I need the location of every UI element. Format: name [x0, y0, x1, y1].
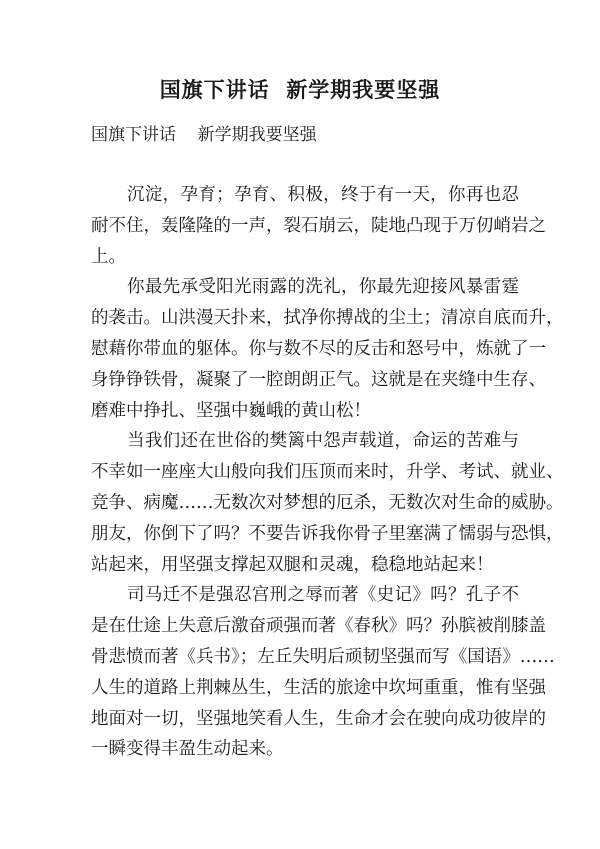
paragraph-line: 站起来，用坚强支撑起双腿和灵魂，稳稳地站起来！	[91, 554, 494, 575]
paragraph-line: 慰藉你带血的躯体。你与数不尽的反击和怒号中，炼就了一	[91, 338, 546, 359]
paragraph	[91, 580, 555, 765]
paragraph-line: 是在仕途上失意后激奋顽强而著《春秋》吗？孙膑被削膝盖	[91, 616, 546, 637]
paragraph-line: 一瞬变得丰盈生动起来。	[91, 739, 284, 760]
document-title: 国旗下讲话 新学期我要坚强	[159, 78, 441, 102]
paragraph	[91, 272, 564, 426]
paragraph-line: 耐不住，轰隆隆的一声，裂石崩云，陡地凸现于万仞峭岩之	[91, 215, 546, 236]
paragraph-line: 司马迁不是强忍宫刑之辱而著《史记》吗？孔子不	[127, 585, 519, 606]
paragraph-line: 上。	[91, 246, 126, 267]
paragraph-line: 竞争、病魔……无数次对梦想的厄杀，无数次对生命的威胁。	[91, 492, 564, 513]
paragraph-line: 骨悲愤而著《兵书》；左丘失明后顽韧坚强而写《国语》……	[91, 646, 555, 667]
paragraph	[91, 180, 546, 272]
document-subtitle: 国旗下讲话 新学期我要坚强	[91, 125, 317, 145]
paragraph-line: 你最先承受阳光雨露的洗礼，你最先迎接风暴雷霆	[127, 277, 519, 298]
paragraph-line: 身铮铮铁骨，凝聚了一腔朗朗正气。这就是在夹缝中生存、	[91, 369, 546, 390]
paragraph-line: 当我们还在世俗的樊篱中怨声载道，命运的苦难与	[127, 431, 519, 452]
paragraph-line: 磨难中挣扎、坚强中巍峨的黄山松！	[91, 400, 371, 421]
paragraph-line: 朋友，你倒下了吗？不要告诉我你骨子里塞满了懦弱与恐惧，	[91, 523, 564, 544]
paragraph-line: 沉淀，孕育；孕育、积极，终于有一天，你再也忍	[127, 185, 519, 205]
paragraph-line: 不幸如一座座大山般向我们压顶而来时，升学、考试、就业、	[91, 462, 564, 483]
paragraph-line: 人生的道路上荆棘丛生，生活的旅途中坎坷重重，惟有坚强	[91, 677, 546, 698]
paragraph	[91, 426, 564, 580]
document-body	[91, 180, 564, 765]
paragraph-line: 地面对一切，坚强地笑看人生，生命才会在驶向成功彼岸的	[91, 708, 546, 729]
paragraph-line: 的袭击。山洪漫天扑来，拭净你搏战的尘土；清凉自底而升，	[91, 308, 564, 329]
